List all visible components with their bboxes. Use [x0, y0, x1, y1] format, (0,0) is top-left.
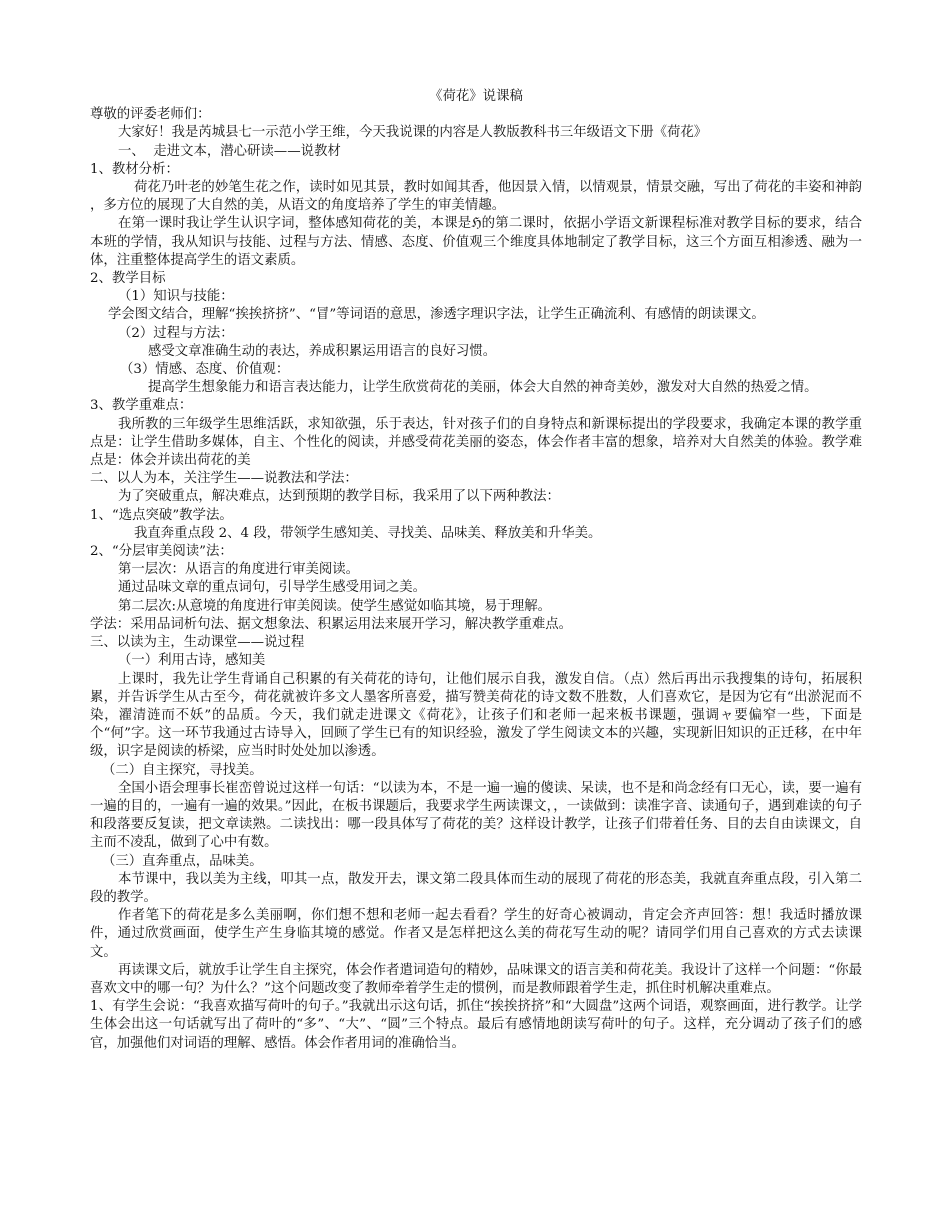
intro-paragraph: 大家好！我是芮城县七一示范小学王维，今天我说课的内容是人教版教科书三年级语文下册《荷花》	[118, 125, 708, 141]
section-heading-3: 三、以读为主，生动课堂——说过程	[90, 635, 305, 651]
body-paragraph: 本节课中，我以美为主线，叩其一点，散发开去，课文第二段具体而生动的展现了荷花的形态美，我就直奔重点段，引入第二段的教学。	[90, 871, 862, 905]
body-paragraph: 上课时，我先让学生背诵自己积累的有关荷花的诗句，让他们展示自我，激发自信。（点）然后再出示我搜集的诗句，拓展积累，并告诉学生从古至今，荷花就被许多文人墨客所喜爱，描写赞美荷花的诗文数不胜数，人们喜欢它，是因为它有“出淤泥而不染，濯清涟而不妖”的品质。今天，我们就走进课文《荷花》，让孩子们和老师一起来板书课题，强调ャ要偏窄一些，下面是个“何”字。这一环节我通过古诗导入，回顾了学生已有的知识经验，激发了学生阅读文本的兴趣，实现新旧知识的正迁移，在中年级，识字是阅读的桥梁，应当时时处处加以渗透。	[90, 671, 862, 760]
document-page	[90, 88, 867, 1053]
step-heading: （二）自主探究，寻找美。	[102, 762, 263, 778]
subheading-teaching-goals: 2、教学目标	[90, 271, 166, 287]
goal-heading: （2）过程与方法：	[118, 325, 234, 341]
body-paragraph: 为了突破重点，解决难点，达到预期的教学目标，我采用了以下两种教法：	[118, 489, 560, 505]
body-paragraph: 第一层次：从语言的角度进行审美阅读。	[118, 562, 360, 578]
body-paragraph: 作者笔下的荷花是多么美丽啊，你们想不想和老师一起去看看？学生的好奇心被调动，肯定会齐声回答：想！我适时播放课件，通过欣赏画面，使学生产生身临其境的感觉。作者又是怎样把这么美的荷花写生动的呢？请同学们用自己喜欢的方式去读课文。	[90, 908, 862, 960]
body-paragraph: 感受文章准确生动的表达，养成积累运用语言的良好习惯。	[148, 343, 497, 359]
subheading-key-points: 3、教学重难点：	[90, 398, 193, 414]
body-paragraph: 通过品味文章的重点词句，引导学生感受用词之美。	[118, 580, 426, 596]
learning-method: 学法：采用品词析句法、据文想象法、积累运用法来展开学习，解决教学重难点。	[90, 616, 573, 632]
goal-heading: （3）情感、态度、价值观：	[120, 362, 290, 378]
body-paragraph: 再读课文后，就放手让学生自主探究，体会作者遣词造句的精妙，品味课文的语言美和荷花美。我设计了这样一个问题：“你最喜欢文中的哪一句？为什么？”这个问题改变了教师牵着学生走的惯例，而是教师跟着学生走，抓住时机解决重难点。	[90, 962, 862, 996]
goal-heading: （1）知识与技能：	[118, 289, 234, 305]
method-heading: 2、“分层审美阅读”法：	[90, 544, 233, 560]
method-heading: 1、“选点突破”教学法。	[90, 507, 233, 523]
body-paragraph: 提高学生想象能力和语言表达能力，让学生欣赏荷花的美丽，体会大自然的神奇美妙，激发对大自然的热爱之情。	[148, 380, 818, 396]
body-paragraph: 在第一课时我让学生认识字词，整体感知荷花的美，本课是ℌ的第二课时，依据小学语文新课程标准对教学目标的要求，结合本班的学情，我从知识与技能、过程与方法、情感、态度、价值观三个维度具体地制定了教学目标，这三个方面互相渗透、融为一体，注重整体提高学生的语文素质。	[90, 216, 862, 268]
body-paragraph: 荷花乃叶老的妙笔生花之作，读时如见其景，教时如闻其香，他因景入情，以情观景，情景交融，写出了荷花的丰姿和神韵 ，多方位的展现了大自然的美，从语文的角度培养了学生的审美情趣。	[90, 180, 867, 214]
body-paragraph: 我直奔重点段 2、4 段，带领学生感知美、寻找美、品味美、释放美和升华美。	[134, 525, 602, 541]
doc-title: 《荷花》说课稿	[429, 89, 523, 104]
step-heading: （三）直奔重点，品味美。	[102, 853, 263, 869]
body-paragraph: 第二层次:从意境的角度进行审美阅读。使学生感觉如临其境，易于理解。	[118, 598, 552, 614]
body-paragraph: 1、有学生会说：“我喜欢描写荷叶的句子。”我就出示这句话，抓住“挨挨挤挤”和“大圆盘”这两个词语，观察画面，进行教学。让学生体会出这一句话就写出了荷叶的“多”、“大”、“圆”三个特点。最后有感情地朗读写荷叶的句子。这样，充分调动了孩子们的感官，加强他们对词语的理解、感悟。体会作者用词的准确恰当。	[90, 999, 862, 1051]
section-heading-1: 一、 走进文本，潜心研读——说教材	[118, 143, 341, 159]
subheading-material-analysis: 1、教材分析：	[90, 161, 179, 177]
step-heading: （一）利用古诗，感知美	[118, 653, 266, 669]
salutation: 尊敬的评委老师们：	[90, 107, 211, 123]
body-paragraph: 学会图文结合，理解“挨挨挤挤”、“冒”等词语的意思，渗透字理识字法，让学生正确流利、有感情的朗读课文。	[108, 307, 765, 323]
body-paragraph: 全国小语会理事长崔峦曾说过这样一句话：“以读为本，不是一遍一遍的傻读、呆读，也不是和尚念经有口无心，读，要一遍有一遍的目的，一遍有一遍的效果。”因此，在板书课题后，我要求学生两读课文，，一读做到：读准字音、读通句子，遇到难读的句子和段落要反复读，把文章读熟。二读找出：哪一段具体写了荷花的美？这样设计教学，让孩子们带着任务、目的去自由读课文，自主而不凌乱，做到了心中有数。	[90, 780, 862, 851]
section-heading-2: 二、以人为本，关注学生——说教法和学法：	[90, 471, 358, 487]
body-paragraph: 我所教的三年级学生思维活跃，求知欲强，乐于表达，针对孩子们的自身特点和新课标提出的学段要求，我确定本课的教学重点是：让学生借助多媒体，自主、个性化的阅读，并感受荷花美丽的姿态，体会作者丰富的想象，培养对大自然美的体验。教学难点是：体会并读出荷花的美	[90, 416, 862, 469]
